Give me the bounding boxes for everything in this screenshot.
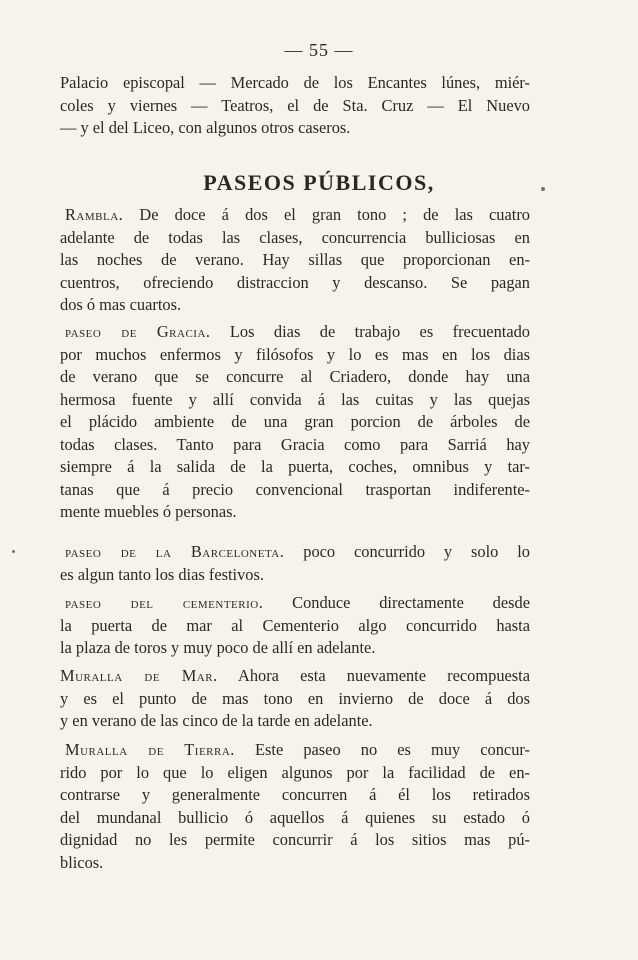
text-line: de verano que se concurre al Criadero, donde hay una <box>60 367 530 386</box>
paragraph-lead: Muralla de Tierra. <box>65 740 235 759</box>
text-line: y en verano de las cinco de la tarde en adelante. <box>60 711 373 730</box>
paragraph-paseo-cementerio <box>60 592 530 660</box>
text-line: — y el del Liceo, con algunos otros caseros. <box>60 118 351 137</box>
paragraph-text: Los dias de trabajo es frecuentado <box>229 322 530 341</box>
text-line <box>60 665 530 688</box>
paragraph-text: De doce á dos el gran tono ; de las cuatro <box>139 205 530 224</box>
text-line: dignidad no les permite concurrir á los sitios mas pú- <box>60 830 530 849</box>
paragraph-text: poco concurrido y solo lo <box>303 542 530 561</box>
text-line <box>60 321 530 344</box>
paragraph-muralla-tierra <box>60 739 530 874</box>
text-line: siempre á la salida de la puerta, coches, omnibus y tar- <box>60 457 530 476</box>
section-heading: PASEOS PÚBLICOS, <box>203 170 435 195</box>
paragraph-rambla <box>60 204 530 317</box>
paragraph-lead: paseo de la Barceloneta. <box>65 542 285 561</box>
intro-paragraph <box>60 72 530 140</box>
text-line <box>60 541 530 564</box>
text-line: adelante de todas las clases, concurrencia bulliciosas en <box>60 227 530 247</box>
text-line: cuentros, ofreciendo distraccion y descanso. Se pagan <box>60 272 530 292</box>
text-line: las noches de verano. Hay sillas que proporcionan en- <box>60 250 530 269</box>
text-line <box>60 592 530 615</box>
paragraph-lead: paseo de Gracia. <box>65 322 211 341</box>
text-line: rido por lo que lo eligen algunos por la facilidad de en- <box>60 762 530 782</box>
text-line: blicos. <box>60 852 104 872</box>
text-line: es algun tanto los dias festivos. <box>60 564 264 584</box>
text-line <box>60 739 530 762</box>
page-number: — 55 — <box>284 40 354 60</box>
text-line: y es el punto de mas tono en invierno de doce á dos <box>60 688 530 708</box>
text-line: coles y viernes — Teatros, el de Sta. Cruz — El Nuevo <box>60 95 530 115</box>
text-line <box>60 204 530 227</box>
text-line: del mundanal bullicio ó aquellos á quienes su estado ó <box>60 807 530 827</box>
text-line: por muchos enfermos y filósofos y lo es mas en los dias <box>60 344 530 364</box>
text-line: Palacio episcopal — Mercado de los Encantes lúnes, miér- <box>60 73 530 92</box>
paragraph-text: Este paseo no es muy concur- <box>255 740 530 759</box>
scan-speck <box>541 187 545 191</box>
paragraph-paseo-gracia <box>60 321 530 524</box>
text-line: dos ó mas cuartos. <box>60 295 182 314</box>
paragraph-paseo-barceloneta <box>60 541 530 586</box>
text-line: contrarse y generalmente concurren á él los retirados <box>60 785 530 804</box>
text-line: la puerta de mar al Cementerio algo concurrido hasta <box>60 615 530 635</box>
paragraph-muralla-mar <box>60 665 530 733</box>
paragraph-text: Conduce directamente desde <box>292 593 530 612</box>
paragraph-lead: Muralla de Mar. <box>60 666 218 685</box>
scan-speck <box>12 550 15 553</box>
paragraph-lead: paseo del cementerio. <box>65 593 264 612</box>
text-line: hermosa fuente y allí convida á las cuitas y las quejas <box>60 389 530 409</box>
paragraph-lead: Rambla. <box>65 205 124 224</box>
text-line: tanas que á precio convencional trasportan indiferente- <box>60 479 530 499</box>
text-line: mente muebles ó personas. <box>60 502 237 521</box>
text-line: todas clases. Tanto para Gracia como para Sarriá hay <box>60 434 530 454</box>
paragraph-text: Ahora esta nuevamente recompuesta <box>237 666 531 685</box>
text-line: la plaza de toros y muy poco de allí en adelante. <box>60 638 376 657</box>
text-line: el plácido ambiente de una gran porcion de árboles de <box>60 412 530 431</box>
